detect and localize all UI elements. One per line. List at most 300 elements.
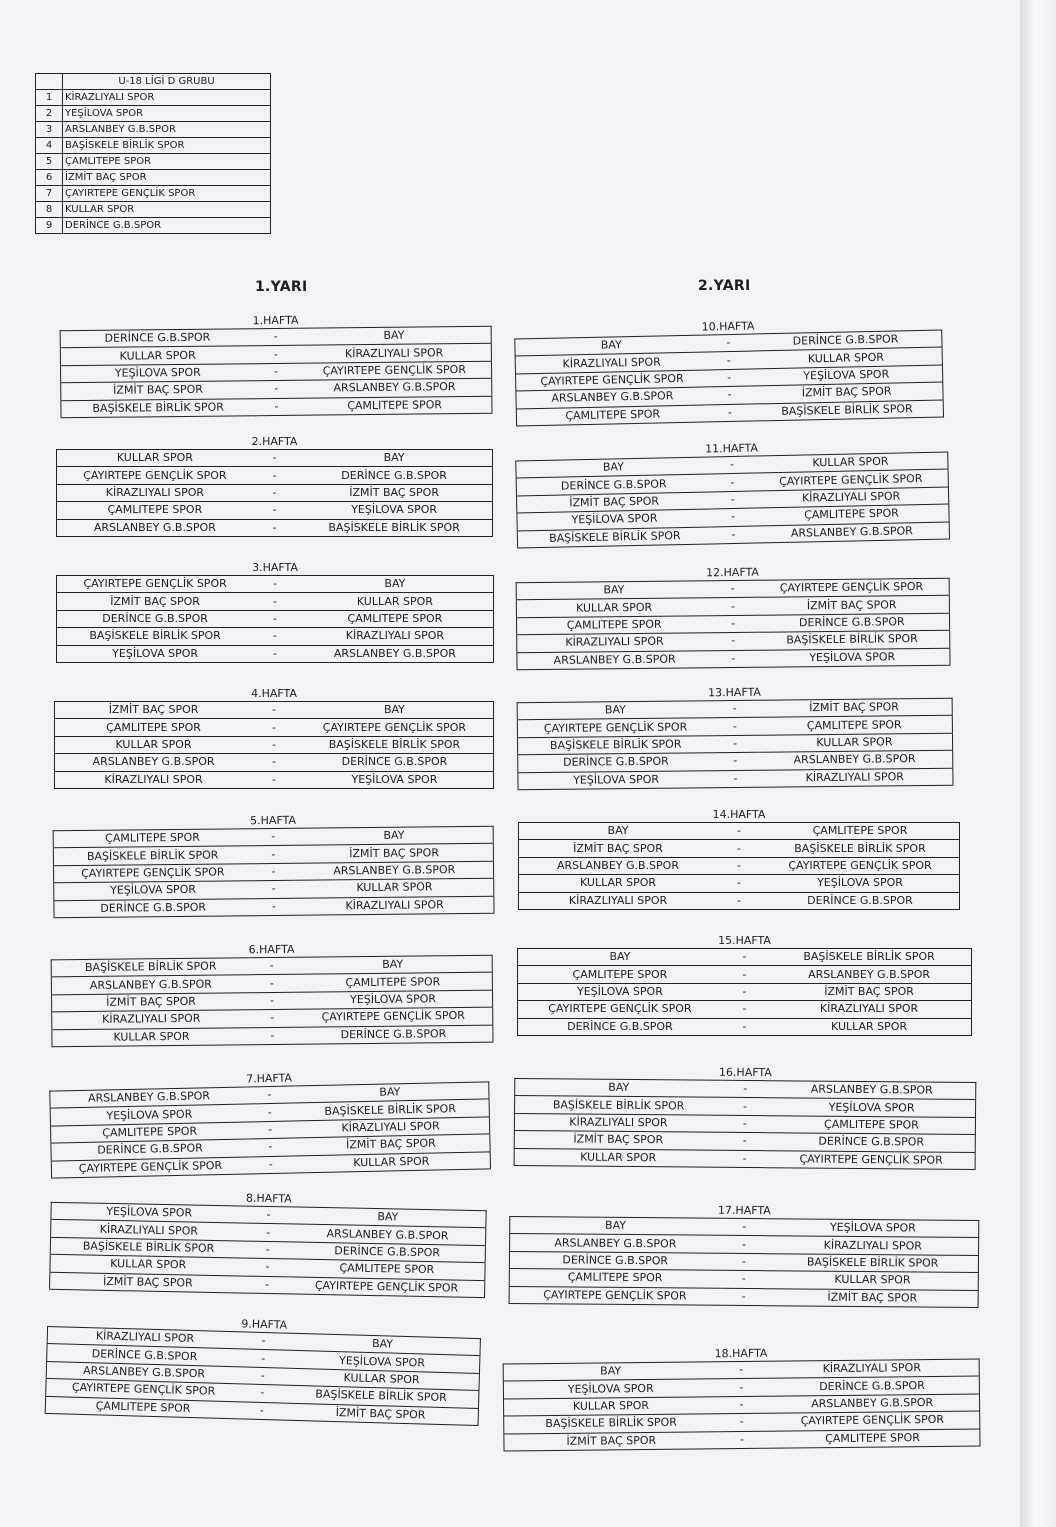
week-label: 9.HAFTA [241, 1317, 288, 1332]
away-team: ÇAMLITEPE SPOR [766, 1429, 980, 1449]
away-team: BAY [285, 1333, 480, 1356]
week-label: 17.HAFTA [717, 1203, 771, 1218]
home-team: KULLAR SPOR [57, 450, 253, 467]
week-fixture-table [518, 822, 960, 910]
week-label: 8.HAFTA [245, 1191, 292, 1206]
match-separator: - [253, 502, 296, 519]
home-team: ÇAYIRTEPE GENÇLİK SPOR [517, 718, 713, 737]
home-team: BAY [516, 581, 711, 600]
match-separator: - [717, 1361, 765, 1379]
group-header-row [36, 74, 271, 90]
match-row [57, 645, 494, 662]
home-team: ÇAYIRTEPE GENÇLİK SPOR [57, 576, 254, 593]
home-team: İZMİT BAÇ SPOR [57, 593, 254, 610]
home-team: YEŞİLOVA SPOR [54, 881, 252, 900]
week-fixture-table [56, 575, 494, 663]
week-block [516, 684, 953, 791]
week-label: 15.HAFTA [718, 934, 771, 947]
away-team: YEŞİLOVA SPOR [761, 875, 960, 892]
away-team: DERİNCE G.B.SPOR [768, 1133, 976, 1152]
match-row [55, 754, 494, 771]
away-team: KULLAR SPOR [297, 593, 494, 610]
team-name: DERİNCE G.B.SPOR [63, 218, 271, 234]
home-team: BAŞİSKELE BİRLİK SPOR [53, 846, 251, 865]
match-separator: - [253, 519, 296, 536]
week-block [56, 561, 494, 663]
match-separator: - [718, 1413, 766, 1431]
away-team: İZMİT BAÇ SPOR [295, 844, 493, 863]
home-team: YEŞİLOVA SPOR [517, 509, 712, 530]
away-team: KULLAR SPOR [757, 733, 953, 752]
match-row [519, 875, 960, 892]
match-separator: - [707, 351, 750, 369]
match-separator: - [252, 880, 296, 898]
match-separator: - [254, 363, 297, 381]
home-team: DERİNCE G.B.SPOR [57, 610, 254, 627]
away-team: ARSLANBEY G.B.SPOR [298, 378, 492, 397]
away-team: KİRAZLIYALI SPOR [296, 896, 494, 915]
match-row [57, 610, 494, 627]
away-team: ÇAYIRTEPE GENÇLİK SPOR [289, 1276, 485, 1297]
away-team: ARSLANBEY G.B.SPOR [755, 522, 950, 543]
team-number: 4 [36, 138, 63, 154]
team-name: BAŞİSKELE BİRLİK SPOR [63, 138, 271, 154]
home-team: İZMİT BAÇ SPOR [514, 1131, 722, 1150]
match-row [518, 1001, 972, 1018]
away-team: BAŞİSKELE BİRLİK SPOR [291, 1099, 489, 1121]
away-team: DERİNCE G.B.SPOR [296, 754, 494, 771]
match-separator: - [250, 957, 294, 975]
home-team: BAŞİSKELE BİRLİK SPOR [515, 1096, 723, 1115]
away-team: BAŞİSKELE BİRLİK SPOR [296, 519, 492, 536]
match-separator: - [246, 1223, 290, 1241]
away-team: ÇAMLITEPE SPOR [289, 1259, 485, 1280]
away-team: KİRAZLIYALI SPOR [757, 768, 953, 787]
team-number: 7 [36, 186, 63, 202]
match-separator: - [711, 508, 754, 526]
home-team: İZMİT BAÇ SPOR [61, 381, 255, 400]
match-separator: - [247, 1206, 291, 1224]
week-label: 16.HAFTA [718, 1065, 772, 1080]
home-team: YEŞİLOVA SPOR [518, 770, 714, 789]
week-block [45, 1312, 482, 1426]
home-team: BAY [519, 823, 718, 840]
away-team: YEŞİLOVA SPOR [296, 502, 492, 519]
match-row [55, 771, 494, 788]
away-team: ÇAMLITEPE SPOR [298, 396, 492, 415]
week-fixture-table [56, 449, 493, 537]
match-separator: - [248, 1121, 292, 1139]
home-team: YEŞİLOVA SPOR [57, 645, 254, 662]
match-separator: - [253, 628, 297, 645]
match-separator: - [712, 526, 755, 544]
home-team: YEŞİLOVA SPOR [51, 1202, 247, 1223]
match-row [518, 949, 972, 966]
away-team: DERİNCE G.B.SPOR [761, 892, 960, 909]
home-team: BAY [515, 1078, 723, 1097]
away-team: BAY [295, 826, 493, 845]
week-block [518, 808, 960, 910]
away-team: KİRAZLIYALI SPOR [297, 628, 494, 645]
match-separator: - [711, 473, 754, 491]
team-number: 6 [36, 170, 63, 186]
home-team: ARSLANBEY G.B.SPOR [50, 1087, 248, 1109]
match-row [518, 966, 972, 983]
away-team: BAŞİSKELE BİRLİK SPOR [767, 1253, 978, 1272]
week-label: 12.HAFTA [706, 565, 760, 580]
match-separator: - [711, 598, 754, 616]
away-team: KULLAR SPOR [753, 452, 948, 473]
home-team: İZMİT BAÇ SPOR [50, 1272, 246, 1293]
away-team: DERİNCE G.B.SPOR [294, 1025, 493, 1044]
home-team: ÇAMLITEPE SPOR [51, 1122, 249, 1144]
away-team: YEŞİLOVA SPOR [750, 365, 943, 386]
match-separator: - [240, 1384, 284, 1403]
match-separator: - [249, 1156, 293, 1174]
away-team: YEŞİLOVA SPOR [294, 990, 493, 1009]
away-team: İZMİT BAÇ SPOR [751, 382, 944, 403]
away-team: KİRAZLIYALI SPOR [767, 1001, 971, 1018]
away-team: İZMİT BAÇ SPOR [283, 1403, 478, 1426]
away-team: İZMİT BAÇ SPOR [767, 983, 971, 1000]
match-separator: - [245, 1276, 289, 1294]
match-row [57, 467, 493, 484]
away-team: BAŞİSKELE BİRLİK SPOR [751, 400, 944, 421]
team-name: ARSLANBEY G.B.SPOR [63, 122, 271, 138]
home-team: KULLAR SPOR [60, 346, 254, 365]
home-team: KULLAR SPOR [503, 1397, 717, 1417]
home-team: ÇAYIRTEPE GENÇLİK SPOR [51, 1157, 249, 1179]
away-team: DERİNCE G.B.SPOR [289, 1242, 485, 1263]
week-block [56, 435, 493, 537]
week-fixture-table [54, 701, 494, 789]
match-separator: - [252, 754, 296, 771]
week-label: 5.HAFTA [250, 813, 297, 828]
home-team: KİRAZLIYALI SPOR [47, 1326, 242, 1349]
match-separator: - [722, 949, 767, 966]
match-separator: - [253, 467, 296, 484]
home-team: KULLAR SPOR [55, 736, 253, 753]
home-team: ÇAMLITEPE SPOR [509, 1269, 720, 1288]
match-separator: - [713, 718, 757, 736]
match-separator: - [248, 1138, 292, 1156]
home-team: ÇAMLITEPE SPOR [45, 1396, 240, 1419]
away-team: KULLAR SPOR [296, 878, 494, 897]
match-row [55, 736, 494, 753]
match-separator: - [711, 615, 754, 633]
week-label: 13.HAFTA [708, 685, 762, 700]
team-number: 1 [36, 90, 63, 106]
match-separator: - [722, 1018, 767, 1035]
home-team: ÇAYIRTEPE GENÇLİK SPOR [53, 864, 251, 883]
team-number: 9 [36, 218, 63, 234]
week-label: 3.HAFTA [252, 561, 298, 574]
match-separator: - [253, 484, 296, 501]
home-team: BAŞİSKELE BİRLİK SPOR [517, 527, 712, 548]
home-team: ARSLANBEY G.B.SPOR [51, 975, 250, 994]
home-team: DERİNCE G.B.SPOR [54, 898, 252, 917]
match-separator: - [252, 771, 296, 788]
team-name: KİRAZLIYALI SPOR [63, 90, 271, 106]
match-separator: - [250, 1027, 294, 1045]
away-team: ÇAYIRTEPE GENÇLİK SPOR [754, 578, 949, 597]
home-team: DERİNCE G.B.SPOR [509, 1251, 720, 1270]
home-team: ARSLANBEY G.B.SPOR [510, 1234, 721, 1253]
match-row [57, 628, 494, 645]
home-team: DERİNCE G.B.SPOR [518, 1018, 722, 1035]
away-team: BAY [291, 1082, 489, 1104]
match-separator: - [714, 770, 758, 788]
week-label: 1.HAFTA [252, 313, 299, 328]
away-team: YEŞİLOVA SPOR [296, 771, 494, 788]
week-block [50, 941, 493, 1048]
home-team: BAY [518, 949, 722, 966]
home-team: ARSLANBEY G.B.SPOR [519, 857, 718, 874]
away-team: KULLAR SPOR [767, 1018, 971, 1035]
match-separator: - [253, 450, 296, 467]
home-team: ARSLANBEY G.B.SPOR [46, 1361, 241, 1384]
home-team: ÇAMLITEPE SPOR [57, 502, 253, 519]
match-separator: - [711, 580, 754, 598]
home-team: ÇAMLITEPE SPOR [53, 829, 251, 848]
match-separator: - [718, 1396, 766, 1414]
week-block [517, 934, 972, 1036]
match-separator: - [247, 1086, 291, 1104]
home-team: ARSLANBEY G.B.SPOR [55, 754, 253, 771]
match-separator: - [713, 700, 757, 718]
match-separator: - [255, 398, 298, 416]
match-separator: - [246, 1241, 290, 1259]
home-team: KİRAZLIYALI SPOR [519, 892, 718, 909]
match-separator: - [718, 1379, 766, 1397]
match-separator: - [713, 735, 757, 753]
match-separator: - [252, 719, 296, 736]
match-separator: - [252, 702, 296, 719]
week-label: 14.HAFTA [712, 808, 766, 821]
away-team: ARSLANBEY G.B.SPOR [297, 645, 494, 662]
match-row [519, 823, 960, 840]
match-row [514, 1148, 975, 1169]
away-team: BAŞİSKELE BİRLİK SPOR [755, 630, 950, 649]
week-label: 6.HAFTA [248, 942, 295, 957]
match-separator: - [253, 593, 297, 610]
match-separator: - [721, 1218, 768, 1236]
match-separator: - [717, 892, 761, 909]
match-separator: - [251, 846, 295, 864]
match-separator: - [250, 1009, 294, 1027]
home-team: ARSLANBEY G.B.SPOR [516, 387, 709, 408]
away-team: ÇAMLITEPE SPOR [761, 823, 960, 840]
away-team: BAŞİSKELE BİRLİK SPOR [284, 1385, 479, 1408]
match-separator: - [707, 334, 750, 352]
team-name: ÇAYIRTEPE GENÇLİK SPOR [63, 186, 271, 202]
match-separator: - [253, 645, 297, 662]
team-name: KULLAR SPOR [63, 202, 271, 218]
match-separator: - [711, 491, 754, 509]
week-fixture-table [53, 826, 495, 919]
away-team: YEŞİLOVA SPOR [285, 1351, 480, 1374]
week-fixture-table [515, 451, 950, 548]
away-team: BAŞİSKELE BİRLİK SPOR [767, 949, 971, 966]
match-separator: - [251, 828, 295, 846]
team-number: 8 [36, 202, 63, 218]
home-team: DERİNCE G.B.SPOR [60, 329, 254, 348]
group-row [36, 218, 271, 234]
group-row [36, 154, 271, 170]
away-team: İZMİT BAÇ SPOR [767, 1288, 978, 1307]
week-fixture-table [517, 948, 972, 1036]
away-team: BAY [290, 1207, 486, 1228]
home-team: ÇAYIRTEPE GENÇLİK SPOR [57, 467, 253, 484]
group-row [36, 170, 271, 186]
away-team: ARSLANBEY G.B.SPOR [290, 1224, 486, 1245]
match-separator: - [717, 823, 761, 840]
group-row [36, 138, 271, 154]
home-team: YEŞİLOVA SPOR [518, 983, 722, 1000]
group-row [36, 122, 271, 138]
home-team: KULLAR SPOR [50, 1254, 246, 1275]
home-team: İZMİT BAÇ SPOR [55, 702, 253, 719]
match-separator: - [254, 328, 297, 346]
match-row [518, 983, 972, 1000]
week-fixture-table [503, 1359, 981, 1452]
week-block [502, 1345, 980, 1452]
week-fixture-table [509, 1216, 980, 1308]
week-fixture-table [516, 578, 951, 670]
week-block [515, 437, 950, 548]
home-team: BAY [517, 701, 713, 720]
away-team: ÇAMLITEPE SPOR [756, 716, 952, 735]
home-team: YEŞİLOVA SPOR [503, 1379, 717, 1399]
match-separator: - [710, 456, 753, 474]
match-row [519, 857, 960, 874]
home-team: KİRAZLIYALI SPOR [514, 1113, 722, 1132]
away-team: ÇAYIRTEPE GENÇLİK SPOR [297, 361, 491, 380]
match-separator: - [242, 1332, 286, 1351]
away-team: KULLAR SPOR [750, 347, 943, 368]
home-team: KİRAZLIYALI SPOR [517, 633, 712, 652]
home-team: İZMİT BAÇ SPOR [519, 840, 718, 857]
match-separator: - [722, 1001, 767, 1018]
match-row [57, 450, 493, 467]
match-separator: - [722, 983, 767, 1000]
home-team: İZMİT BAÇ SPOR [517, 492, 712, 513]
match-separator: - [722, 1132, 768, 1150]
home-team: KULLAR SPOR [516, 598, 711, 617]
group-row [36, 202, 271, 218]
away-team: ÇAYIRTEPE GENÇLİK SPOR [761, 857, 960, 874]
match-separator: - [722, 1098, 768, 1116]
home-team: ÇAYIRTEPE GENÇLİK SPOR [516, 370, 709, 391]
match-row [57, 484, 493, 501]
home-team: BAY [510, 1216, 721, 1235]
away-team: DERİNCE G.B.SPOR [755, 613, 950, 632]
away-team: KULLAR SPOR [767, 1271, 978, 1290]
away-team: BAŞİSKELE BİRLİK SPOR [761, 840, 960, 857]
week-fixture-table [49, 1081, 491, 1178]
match-separator: - [254, 346, 297, 364]
home-team: KULLAR SPOR [514, 1148, 722, 1167]
home-team: KİRAZLIYALI SPOR [515, 352, 708, 373]
second-half-title: 2.YARI [698, 278, 751, 294]
home-team: İZMİT BAÇ SPOR [51, 993, 250, 1012]
away-team: BAY [296, 702, 494, 719]
away-team: İZMİT BAÇ SPOR [292, 1134, 490, 1156]
match-separator: - [720, 1270, 767, 1288]
away-team: ARSLANBEY G.B.SPOR [295, 861, 493, 880]
match-separator: - [720, 1288, 767, 1306]
week-label: 4.HAFTA [251, 687, 297, 700]
away-team: BAY [296, 450, 492, 467]
week-block [52, 812, 494, 919]
group-row [36, 186, 271, 202]
away-team: BAY [294, 955, 493, 974]
home-team: DERİNCE G.B.SPOR [516, 474, 711, 495]
match-separator: - [250, 975, 294, 993]
away-team: ARSLANBEY G.B.SPOR [767, 966, 971, 983]
team-name: İZMİT BAÇ SPOR [63, 170, 271, 186]
match-separator: - [722, 1150, 768, 1168]
match-separator: - [252, 898, 296, 916]
away-team: DERİNCE G.B.SPOR [750, 330, 943, 351]
match-separator: - [253, 576, 297, 593]
week-fixture-table [514, 1078, 977, 1170]
group-header-blank [36, 74, 63, 90]
team-name: YEŞİLOVA SPOR [63, 106, 271, 122]
match-separator: - [721, 1236, 768, 1254]
team-name: ÇAMLITEPE SPOR [63, 154, 271, 170]
team-number: 3 [36, 122, 63, 138]
away-team: ÇAMLITEPE SPOR [768, 1115, 976, 1134]
week-fixture-table [514, 330, 944, 427]
home-team: BAŞİSKELE BİRLİK SPOR [50, 1237, 246, 1258]
team-number: 2 [36, 106, 63, 122]
home-team: ÇAYIRTEPE GENÇLİK SPOR [518, 1001, 722, 1018]
week-label: 2.HAFTA [251, 435, 298, 448]
away-team: YEŞİLOVA SPOR [768, 1219, 979, 1238]
away-team: ÇAYIRTEPE GENÇLİK SPOR [765, 1411, 979, 1431]
away-team: DERİNCE G.B.SPOR [765, 1376, 979, 1396]
away-team: YEŞİLOVA SPOR [768, 1098, 976, 1117]
match-row [57, 576, 494, 593]
home-team: DERİNCE G.B.SPOR [47, 1344, 242, 1367]
away-team: KULLAR SPOR [284, 1368, 479, 1391]
first-half-title: 1.YARI [255, 279, 308, 295]
away-team: KİRAZLIYALI SPOR [765, 1359, 979, 1379]
home-team: KULLAR SPOR [519, 875, 718, 892]
away-team: KİRAZLIYALI SPOR [297, 344, 491, 363]
away-team: KULLAR SPOR [293, 1151, 491, 1173]
match-separator: - [722, 966, 767, 983]
match-separator: - [248, 1103, 292, 1121]
home-team: ÇAMLITEPE SPOR [516, 405, 709, 426]
home-team: KULLAR SPOR [52, 1027, 251, 1046]
home-team: ÇAYIRTEPE GENÇLİK SPOR [46, 1379, 241, 1402]
week-fixture-table [45, 1326, 481, 1426]
away-team: İZMİT BAÇ SPOR [756, 698, 952, 717]
away-team: ARSLANBEY G.B.SPOR [757, 750, 953, 769]
home-team: ARSLANBEY G.B.SPOR [57, 519, 253, 536]
match-separator: - [255, 380, 298, 398]
home-team: YEŞİLOVA SPOR [60, 364, 254, 383]
group-row [36, 106, 271, 122]
home-team: DERİNCE G.B.SPOR [518, 753, 714, 772]
home-team: ÇAMLITEPE SPOR [518, 966, 722, 983]
home-team: İZMİT BAÇ SPOR [504, 1431, 718, 1451]
match-separator: - [246, 1258, 290, 1276]
match-separator: - [708, 369, 751, 387]
away-team: ÇAYIRTEPE GENÇLİK SPOR [754, 469, 949, 490]
